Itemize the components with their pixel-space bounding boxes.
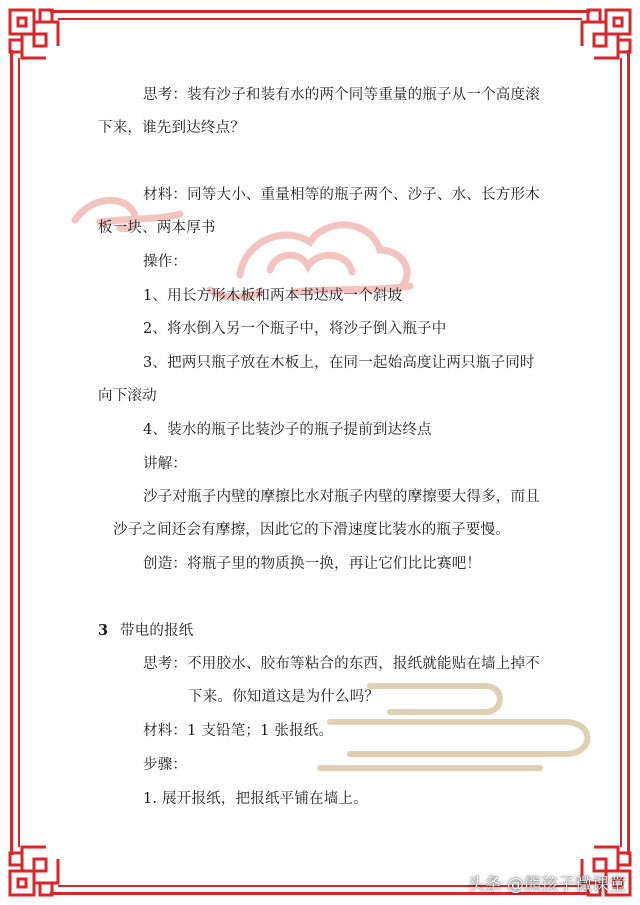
section2-operation-label: 操作： [143, 254, 188, 270]
section3-think-line2: 下来。你知道这是为什么吗？ [188, 689, 380, 705]
section3-number: 3 [98, 622, 109, 639]
section2-explain-label: 讲解： [143, 456, 188, 472]
section2-step3-line2: 向下滚动 [98, 388, 157, 404]
section2-explain-line1: 沙子对瓶子内壁的摩擦比水对瓶子内壁的摩擦要大得多，而且 [143, 489, 540, 505]
section3-title: 带电的报纸 [120, 623, 194, 639]
section2-think-line2: 下来，谁先到达终点？ [98, 120, 245, 136]
section2-materials-line2: 板一块、两本厚书 [98, 220, 216, 236]
section2-step4: 4、装水的瓶子比装沙子的瓶子提前到达终点 [143, 422, 432, 438]
section2-step3-line1: 3、把两只瓶子放在木板上，在同一起始高度让两只瓶子同时 [143, 355, 535, 371]
section2-step1: 1、用长方形木板和两本书达成一个斜坡 [143, 288, 403, 304]
section3-think-line1: 思考：不用胶水、胶布等粘合的东西，报纸就能贴在墙上掉不 [143, 656, 540, 672]
section2-explain-line2: 沙子之间还会有摩擦，因此它的下滑速度比装水的瓶子要慢。 [113, 522, 510, 538]
section2-step2: 2、将水倒入另一个瓶子中，将沙子倒入瓶子中 [143, 321, 447, 337]
section3-step1: 1. 展开报纸，把报纸平铺在墙上。 [143, 791, 368, 807]
section3-materials: 材料：1 支铅笔；1 张报纸。 [143, 723, 334, 739]
section2-think-line1: 思考：装有沙子和装有水的两个同等重量的瓶子从一个高度滚 [143, 87, 540, 103]
section3-steps-label: 步骤： [143, 757, 188, 773]
section2-create-line: 创造：将瓶子里的物质换一换，再让它们比比赛吧！ [143, 556, 482, 572]
section2-materials-line1: 材料：同等大小、重量相等的瓶子两个、沙子、水、长方形木 [143, 187, 540, 203]
watermark: 头条 @熊孩子微课堂 [467, 875, 626, 895]
